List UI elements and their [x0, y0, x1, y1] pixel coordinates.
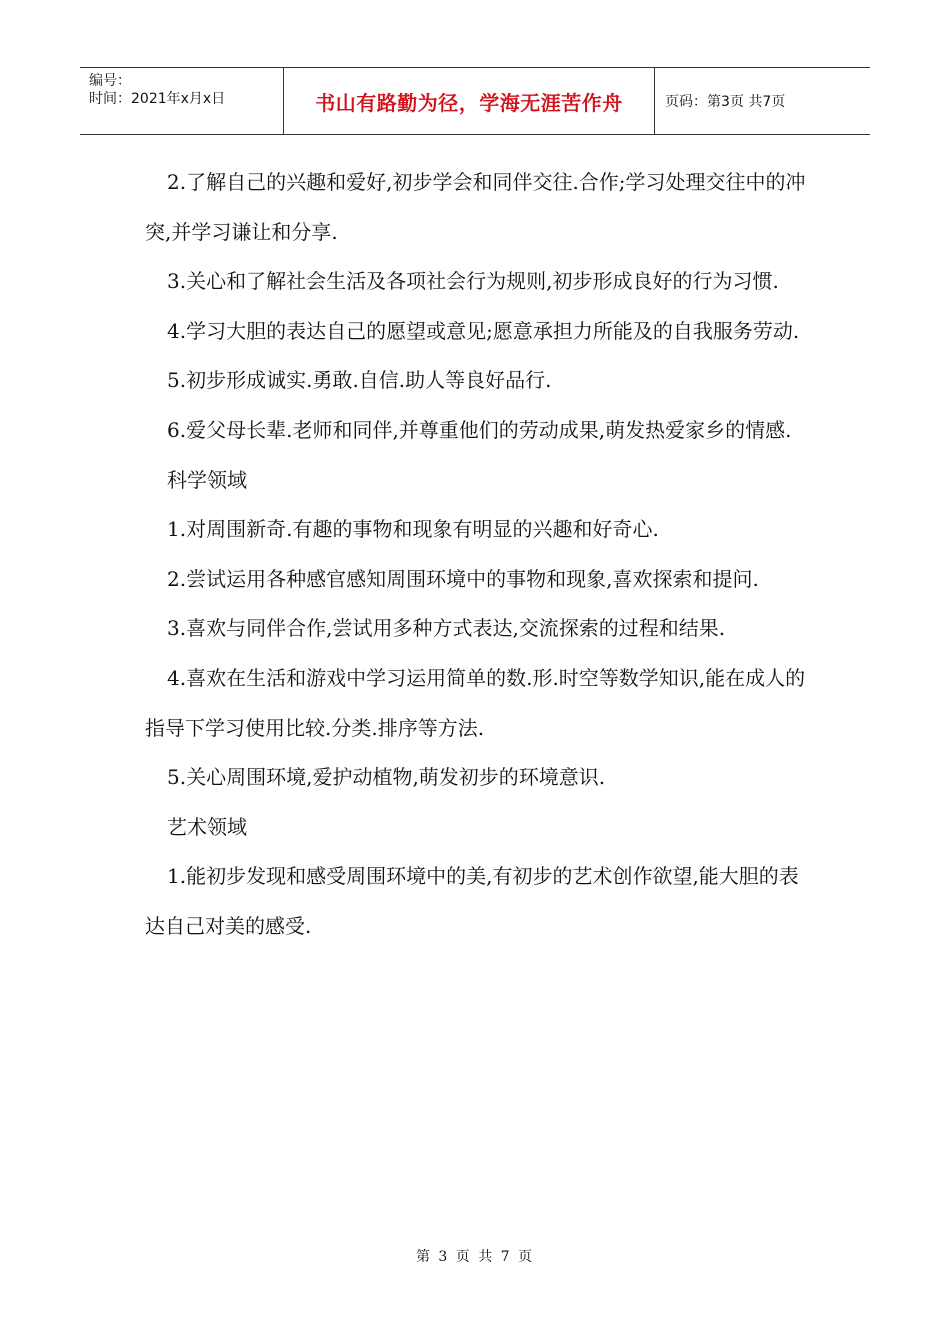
paragraph: 2.尝试运用各种感官感知周围环境中的事物和现象,喜欢探索和提问. [167, 566, 759, 591]
section-heading-science: 科学领域 [167, 467, 247, 492]
header-page-info-cell [655, 68, 870, 134]
header-meta [80, 68, 283, 134]
paragraph: 1.对周围新奇.有趣的事物和现象有明显的兴趣和好奇心. [167, 517, 659, 542]
paragraph: 4.学习大胆的表达自己的愿望或意见;愿意承担力所能及的自我服务劳动. [167, 318, 800, 343]
section-heading-art: 艺术领域 [167, 814, 247, 839]
document-date-label: 时间：2021年x月x日 [89, 91, 226, 107]
paragraph: 4.喜欢在生活和游戏中学习运用简单的数.形.时空等数学知识,能在成人的指导下学习使用比较.分类.排序等方法. [145, 665, 806, 740]
paragraph: 3.关心和了解社会生活及各项社会行为规则,初步形成良好的行为习惯. [167, 269, 779, 294]
paragraph: 6.爱父母长辈.老师和同伴,并尊重他们的劳动成果,萌发热爱家乡的情感. [167, 417, 792, 442]
header-motto-cell [283, 68, 655, 134]
paragraph: 3.喜欢与同伴合作,尝试用多种方式表达,交流探索的过程和结果. [167, 616, 726, 641]
paragraph: 2.了解自己的兴趣和爱好,初步学会和同伴交往.合作;学习处理交往中的冲突,并学习谦让和分享. [145, 170, 806, 244]
paragraph: 5.关心周围环境,爱护动植物,萌发初步的环境意识. [167, 765, 606, 790]
paragraph: 1.能初步发现和感受周围环境中的美,有初步的艺术创作欲望,能大胆的表达自己对美的感受. [145, 864, 799, 938]
page-header [80, 67, 870, 135]
header-page-info: 页码：第3页 共7页 [665, 94, 786, 110]
paragraph: 5.初步形成诚实.勇敢.自信.助人等良好品行. [167, 368, 552, 393]
header-motto: 书山有路勤为径，学海无涯苦作舟 [315, 90, 623, 115]
document-number-label: 编号： [89, 73, 131, 89]
page-footer: 第 3 页 共 7 页 [415, 1249, 535, 1265]
document-body [145, 158, 810, 952]
